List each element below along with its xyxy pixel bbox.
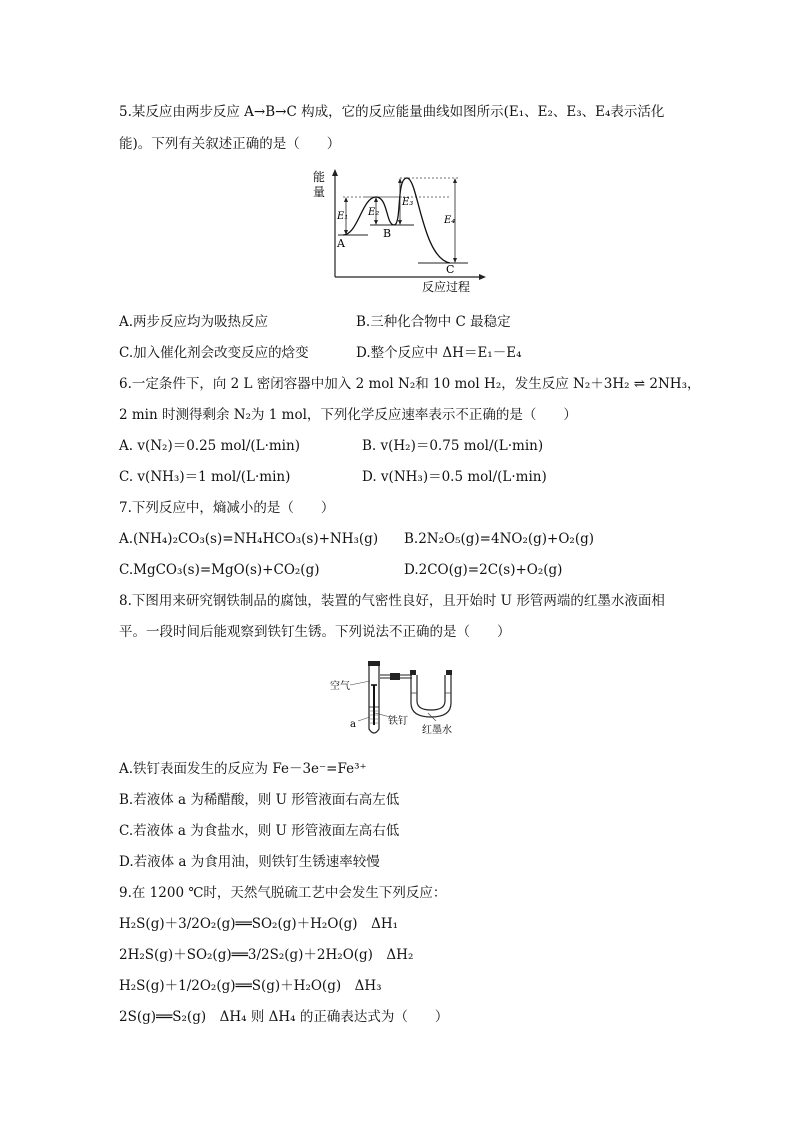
x-label: 反应过程 [422, 280, 471, 294]
label-e4: E₄ [444, 215, 456, 226]
stopper [368, 661, 380, 666]
label-ink: 红墨水 [422, 725, 452, 736]
label-b: B [383, 227, 392, 240]
q8-option-c: C.若液体 a 为食盐水，则 U 形管液面左高右低 [119, 823, 400, 839]
x-axis-arrow [479, 274, 486, 280]
label-e3: E₃ [402, 197, 414, 208]
y-axis-arrow [332, 169, 338, 176]
label-c: C [446, 263, 455, 276]
q9-equation-2: 2H₂S(g)＋SO₂(g)══3/2S₂(g)＋2H₂O(g) ΔH₂ [119, 947, 414, 963]
q8-option-a: A.铁钉表面发生的反应为 Fe－3e⁻=Fe³⁺ [119, 761, 367, 777]
q5-option-a: A.两步反应均为吸热反应 [119, 314, 269, 330]
q7-option-d: D.2CO(g)=2C(s)+O₂(g) [404, 562, 563, 578]
q6-option-b: B. v(H₂)＝0.75 mol/(L·min) [362, 438, 544, 454]
q9-stem: 9.在 1200 ℃时，天然气脱硫工艺中会发生下列反应： [119, 885, 447, 901]
q5-option-b: B.三种化合物中 C 最稳定 [356, 314, 511, 330]
energy-diagram [310, 163, 490, 298]
q6-stem-line2: 2 min 时测得剩余 N₂为 1 mol，下列化学反应速率表示不正确的是（ ） [119, 407, 577, 423]
q8-stem-line1: 8.下图用来研究钢铁制品的腐蚀，装置的气密性良好，且开始时 U 形管两端的红墨水液面相 [119, 593, 665, 609]
q5-stem-line1: 5.某反应由两步反应 A→B→C 构成，它的反应能量曲线如图所示(E₁、E₂、E₃、E₄表示活化 [119, 104, 665, 120]
q6-option-c: C. v(NH₃)＝1 mol/(L·min) [119, 469, 291, 485]
q7-option-b: B.2N₂O₅(g)=4NO₂(g)+O₂(g) [404, 531, 595, 547]
q7-stem: 7.下列反应中，熵减小的是（ ） [119, 500, 335, 516]
q5-option-d: D.整个反应中 ΔH＝E₁－E₄ [356, 345, 522, 361]
y-label-2: 量 [313, 185, 326, 199]
label-nail: 铁钉 [388, 716, 408, 727]
q7-option-c: C.MgCO₃(s)=MgO(s)+CO₂(g) [119, 562, 320, 578]
q5-stem-line2: 能)。下列有关叙述正确的是（ ） [119, 136, 341, 152]
q6-option-a: A. v(N₂)＝0.25 mol/(L·min) [119, 438, 300, 454]
corrosion-apparatus [328, 655, 470, 741]
q6-option-d: D. v(NH₃)＝0.5 mol/(L·min) [362, 469, 547, 485]
q7-option-a: A.(NH₄)₂CO₃(s)=NH₄HCO₃(s)+NH₃(g) [119, 531, 379, 547]
y-label-1: 能 [313, 170, 326, 184]
q8-option-b: B.若液体 a 为稀醋酸，则 U 形管液面右高左低 [119, 792, 400, 808]
label-a: A [337, 237, 345, 250]
q5-option-c: C.加入催化剂会改变反应的焓变 [119, 345, 309, 361]
q9-equation-4: 2S(g)══S₂(g) ΔH₄ 则 ΔH₄ 的正确表达式为（ ） [119, 1009, 449, 1025]
label-a: a [350, 719, 356, 730]
q8-stem-line2: 平。一段时间后能观察到铁钉生锈。下列说法不正确的是（ ） [119, 624, 511, 640]
energy-curve [343, 178, 450, 263]
label-e1: E₁ [337, 211, 349, 222]
label-air: 空气 [330, 681, 350, 692]
q9-equation-3: H₂S(g)＋1/2O₂(g)══S(g)＋H₂O(g) ΔH₃ [119, 978, 382, 994]
q9-equation-1: H₂S(g)＋3/2O₂(g)══SO₂(g)＋H₂O(g) ΔH₁ [119, 916, 399, 932]
q6-stem-line1: 6.一定条件下，向 2 L 密闭容器中加入 2 mol N₂和 10 mol H₂，发生反应 N₂＋3H₂ ⇌ 2NH₃， [119, 376, 701, 392]
q8-option-d: D.若液体 a 为食用油，则铁钉生锈速率较慢 [119, 854, 380, 870]
label-e2: E₂ [368, 207, 380, 218]
